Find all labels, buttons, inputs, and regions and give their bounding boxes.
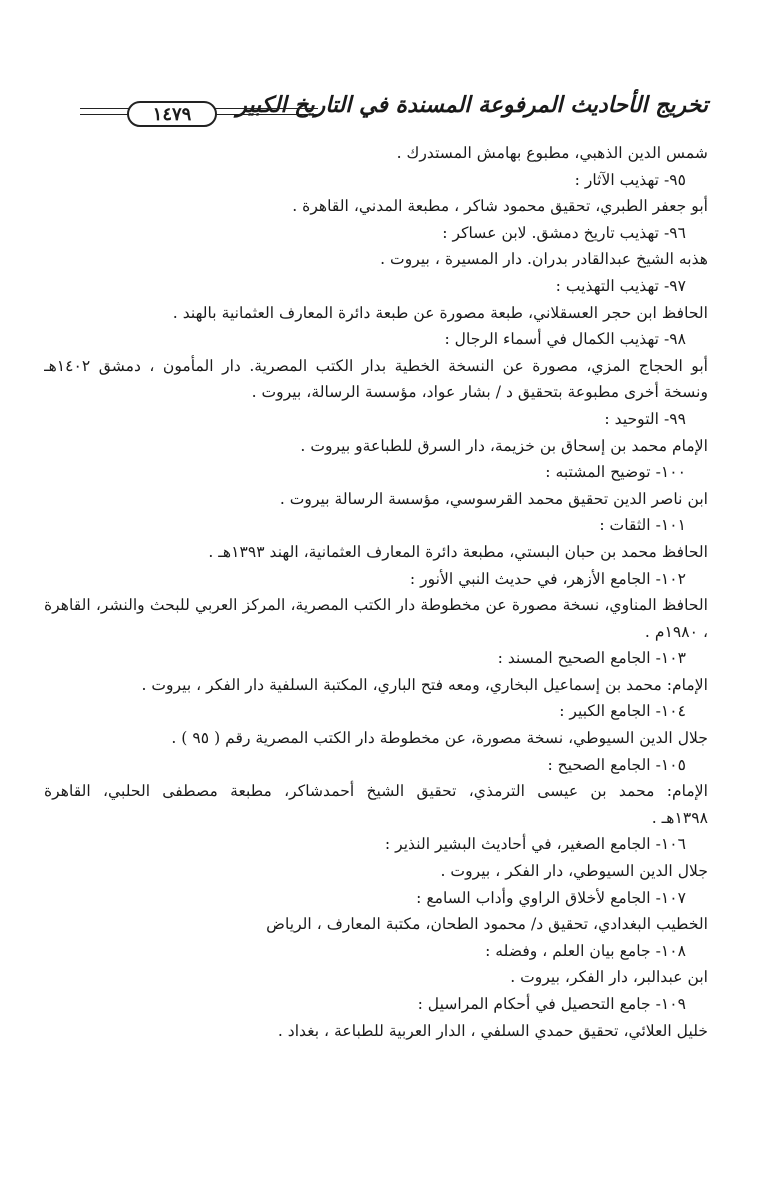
entry-heading: ١٠٩- جامع التحصيل في أحكام المراسيل : [417, 995, 686, 1013]
entry-heading: ١٠٥- الجامع الصحيح : [547, 755, 686, 774]
entry-source-line: الخطيب البغدادي، تحقيق د/ محمود الطحان، مكتبة المعارف ، الرياض [266, 915, 708, 934]
entry-heading: ١٠٧- الجامع لأخلاق الراوي وأداب السامع : [416, 888, 686, 907]
entry-source-line: شمس الدين الذهبي، مطبوع بهامش المستدرك . [396, 144, 708, 162]
page-number: ١٤٧٩ [152, 103, 192, 125]
entry-heading: ١٠٤- الجامع الكبير : [559, 702, 686, 721]
entry-heading: ١٠٨- جامع بيان العلم ، وفضله : [485, 941, 686, 960]
entry-source-line: الإمام: محمد بن عيسى الترمذي، تحقيق الشيخ أحمدشاكر، مطبعة مصطفى الحلبي، القاهرة [44, 782, 708, 801]
entry-source-line: هذبه الشيخ عبدالقادر بدران. دار المسيرة ، بيروت . [380, 250, 708, 269]
entry-heading: ٩٦- تهذيب تاريخ دمشق. لابن عساكر : [442, 223, 686, 242]
entry-source-line: ، ١٩٨٠م . [644, 622, 708, 641]
header-rule-right-top [214, 108, 318, 109]
entry-source-line: ابن عبدالبر، دار الفكر، بيروت . [510, 968, 708, 987]
entry-heading: ١٠٦- الجامع الصغير، في أحاديث البشير النذير : [384, 835, 686, 854]
header-rule-left-bottom [80, 114, 130, 115]
entry-source-line: ١٣٩٨هـ . [651, 808, 708, 827]
entry-source-line: جلال الدين السيوطي، دار الفكر ، بيروت . [440, 862, 708, 881]
entry-source-line: ابن ناصر الدين تحقيق محمد القرسوسي، مؤسسة الرسالة بيروت . [279, 489, 708, 508]
entry-source-line: ونسخة أخرى مطبوعة بتحقيق د / بشار عواد، مؤسسة الرسالة، بيروت . [251, 383, 708, 402]
entry-heading: ١٠٠- توضيح المشتبه : [545, 463, 686, 482]
entry-heading: ٩٨- تهذيب الكمال في أسماء الرجال : [444, 330, 686, 349]
entry-heading: ١٠١- الثقات : [599, 516, 686, 535]
entry-heading: ١٠٣- الجامع الصحيح المسند : [497, 649, 686, 668]
entry-source-line: خليل العلائي، تحقيق حمدي السلفي ، الدار العربية للطباعة ، بغداد . [277, 1021, 708, 1040]
entry-heading: ١٠٢- الجامع الأزهر، في حديث النبي الأنور : [409, 569, 686, 588]
entry-source-line: جلال الدين السيوطي، نسخة مصورة، عن مخطوطة دار الكتب المصرية رقم ( ٩٥ ) . [171, 729, 708, 748]
bibliography-list [44, 140, 708, 1044]
entry-source-line: الحافظ محمد بن حبان البستي، مطبعة دائرة المعارف العثمانية، الهند ١٣٩٣هـ . [208, 542, 708, 561]
page-header [0, 0, 760, 140]
entry-source-line: الحافظ ابن حجر العسقلاني، طبعة مصورة عن طبعة دائرة المعارف العثمانية بالهند . [172, 303, 708, 322]
entry-heading: ٩٧- تهذيب التهذيب : [555, 276, 686, 295]
entry-source-line: أبو جعفر الطبري، تحقيق محمود شاكر ، مطبعة المدني، القاهرة . [292, 197, 708, 216]
header-rule-right-bottom [214, 114, 318, 115]
entry-heading: ٩٥- تهذيب الآثار : [574, 170, 686, 189]
entry-heading: ٩٩- التوحيد : [604, 409, 686, 428]
running-title: تخريج الأحاديث المرفوعة المسندة في التاريخ الكبير [236, 92, 708, 118]
header-rule-left-top [80, 108, 130, 109]
page-number-badge [127, 101, 217, 127]
entry-source-line: أبو الحجاج المزي، مصورة عن النسخة الخطية بدار الكتب المصرية. دار المأمون ، دمشق ١٤٠٢هـ [44, 356, 708, 375]
entry-source-line: الحافظ المناوي، نسخة مصورة عن مخطوطة دار الكتب المصرية، المركز العربي للبحث والنشر، القاهرة [44, 596, 708, 615]
entry-source-line: الإمام محمد بن إسحاق بن خزيمة، دار السرق للطباعةو بيروت . [300, 436, 708, 455]
entry-source-line: الإمام: محمد بن إسماعيل البخاري، ومعه فتح الباري، المكتبة السلفية دار الفكر ، بيروت . [141, 675, 708, 694]
